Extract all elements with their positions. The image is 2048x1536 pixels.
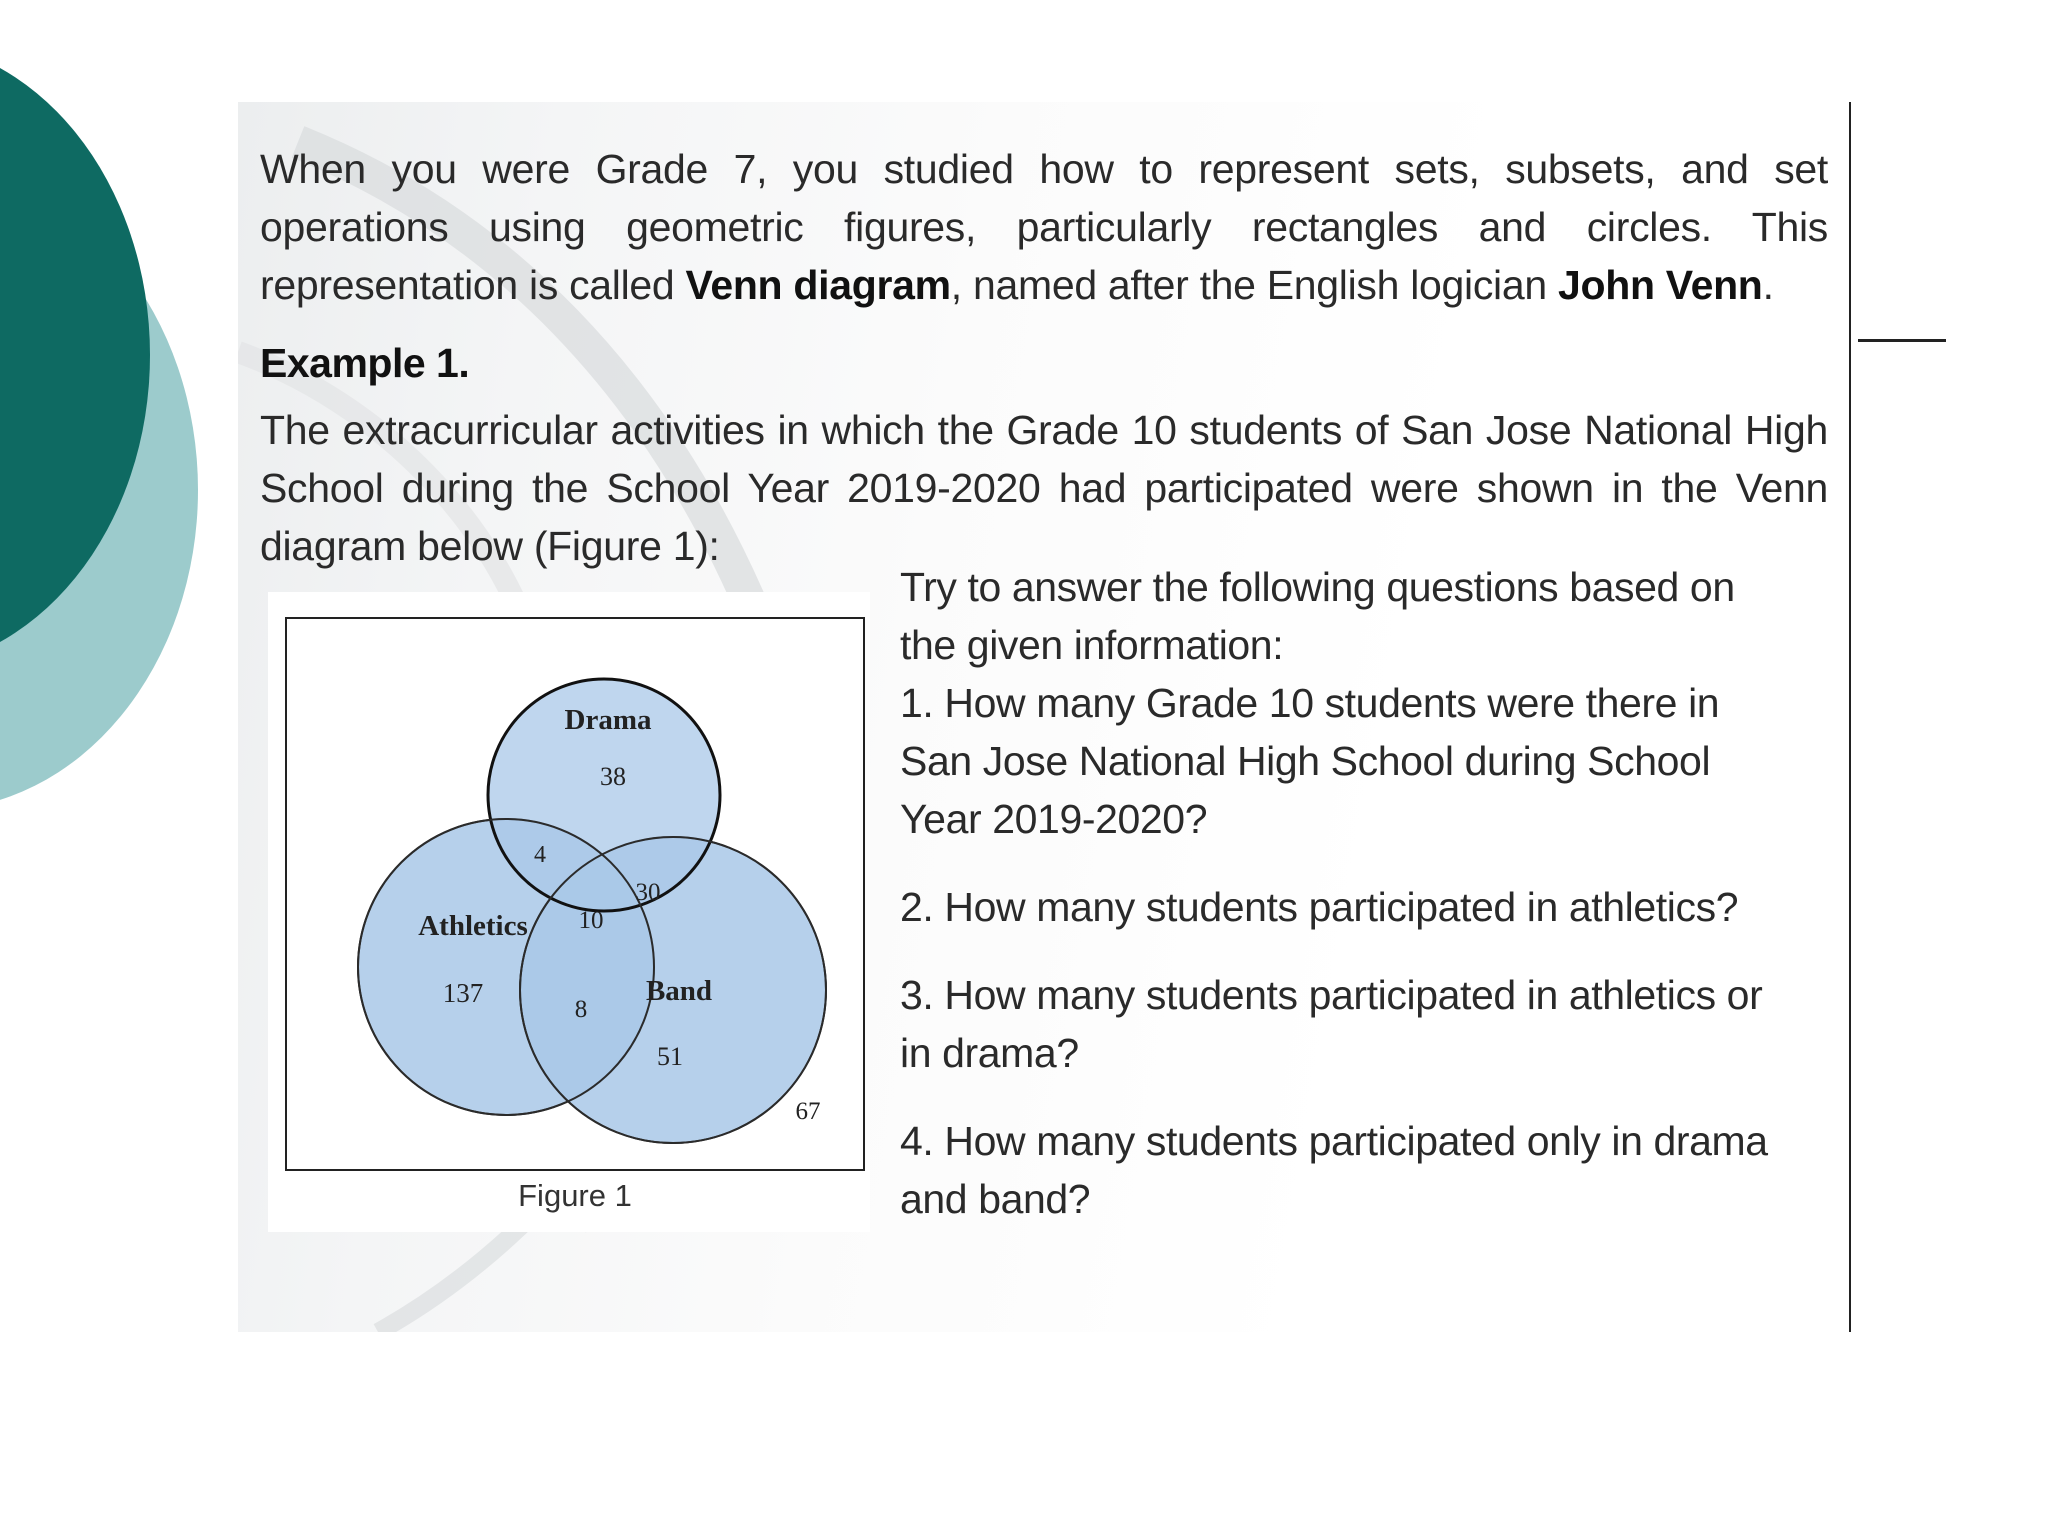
venn-diagram	[285, 617, 865, 1171]
drama-only-value: 38	[600, 762, 626, 791]
horizontal-rule	[1858, 339, 1946, 342]
question-item: 2. How many students participated in athletics?	[900, 884, 1739, 930]
john-venn-name: John Venn	[1557, 262, 1763, 308]
example-title: Example 1.	[260, 340, 470, 386]
outside-value: 67	[795, 1098, 821, 1125]
drama-athletics-value: 4	[534, 842, 546, 868]
questions-block	[900, 558, 1800, 1228]
intro-text: When you were Grade 7, you studied how to represent sets, subsets, and set operations using geometric figures, particularly rectangles and circles. This representation is called	[260, 146, 1828, 308]
athletics-band-value: 8	[574, 996, 588, 1023]
drama-band-value: 30	[635, 879, 661, 906]
drama-label: Drama	[564, 704, 652, 736]
figure-caption: Figure 1	[518, 1178, 632, 1213]
question-item: 3. How many students participated in athletics or in drama?	[900, 972, 1763, 1076]
questions-intro: Try to answer the following questions based on the given information:	[900, 564, 1735, 668]
intro-paragraph	[260, 140, 1828, 314]
all-three-value: 10	[578, 907, 604, 934]
venn-diagram-term: Venn diagram	[685, 262, 951, 308]
question-item: 1. How many Grade 10 students were there in San Jose National High School during School Year 2019-2020?	[900, 680, 1720, 842]
example-body: The extracurricular activities in which the Grade 10 students of San Jose National High School during the School Year 2019-2020 had participated were shown in the Venn diagram below (Figure 1):	[260, 407, 1828, 569]
vertical-rule	[1849, 102, 1851, 1332]
athletics-only-value: 137	[442, 978, 484, 1008]
band-label: Band	[645, 975, 713, 1007]
band-only-value: 51	[657, 1042, 683, 1071]
intro-text-3: .	[1762, 262, 1774, 308]
question-item: 4. How many students participated only in drama and band?	[900, 1118, 1768, 1222]
athletics-label: Athletics	[418, 910, 528, 942]
intro-text-2: , named after the English logician	[950, 262, 1558, 308]
